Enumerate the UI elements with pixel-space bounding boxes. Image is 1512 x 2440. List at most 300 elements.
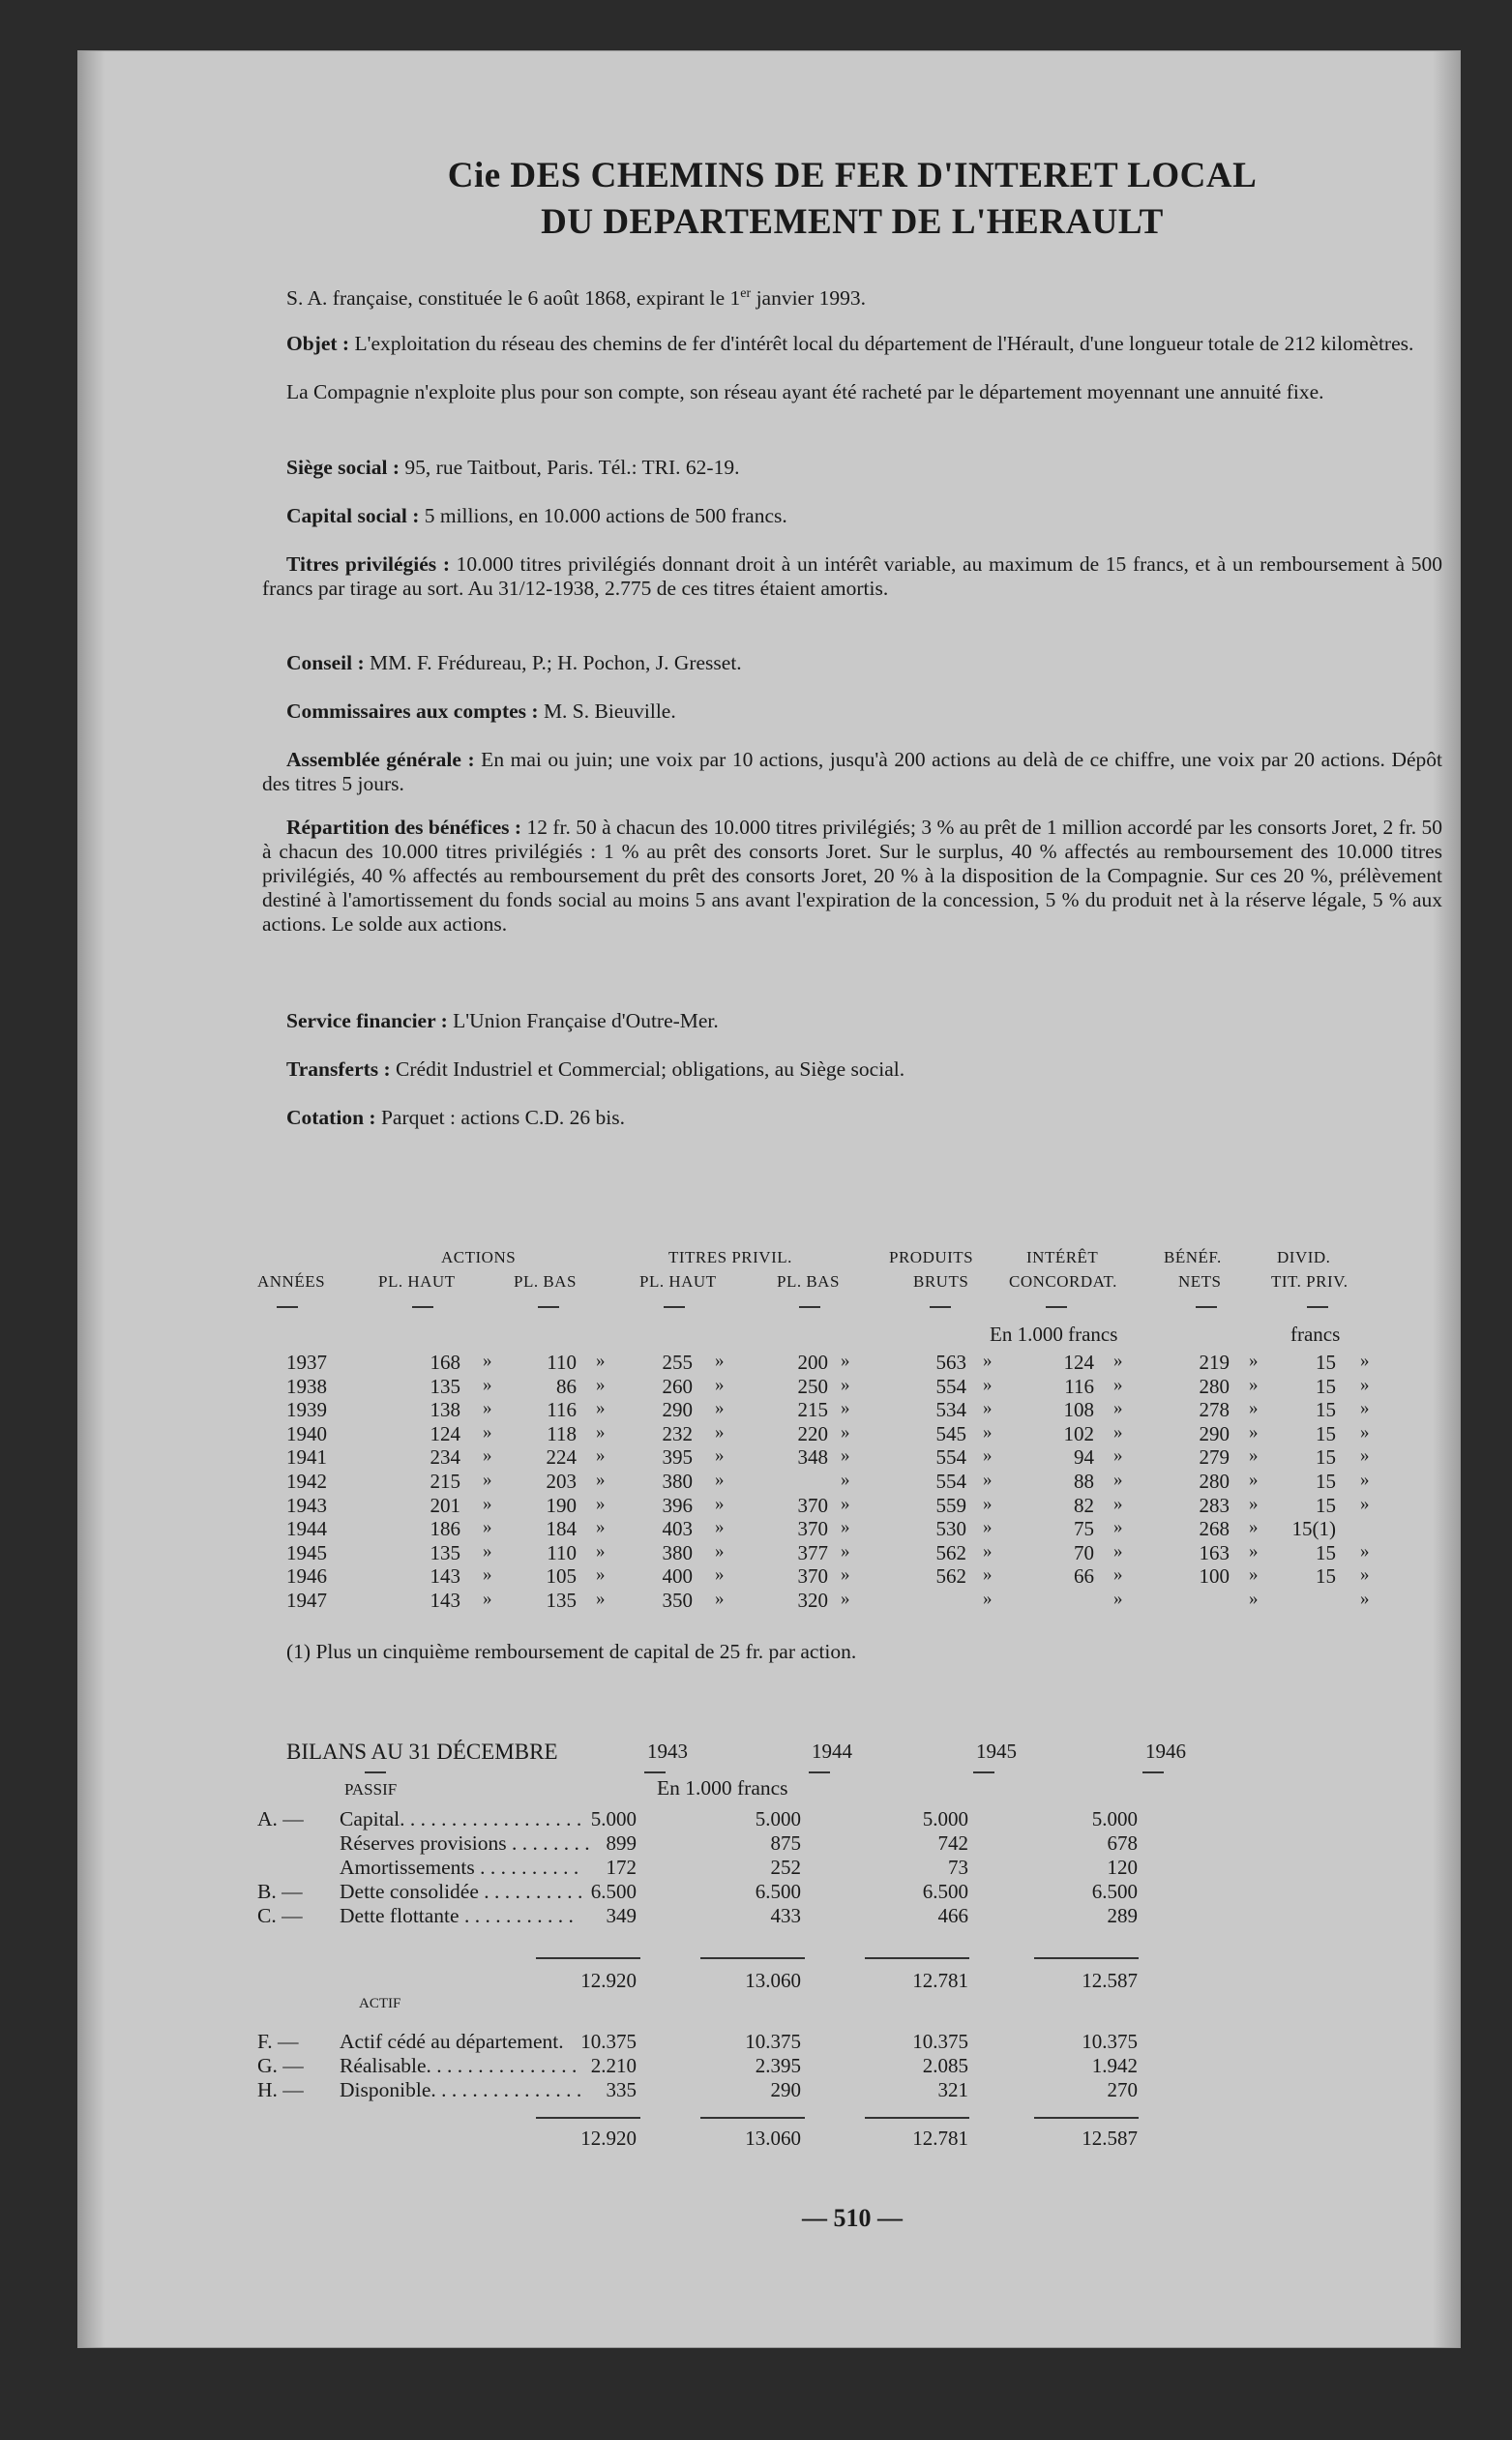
quote-mark: » [1360,1398,1370,1419]
section-label: Répartition des bénéfices : [286,816,522,839]
year-cell: 1941 [286,1445,327,1470]
quote-mark: » [1113,1493,1123,1514]
quote-mark: » [1249,1445,1259,1467]
quote-mark: » [596,1517,606,1538]
quote-mark: » [1113,1470,1123,1490]
value-cell: 15 [1316,1540,1336,1564]
value-cell: 559 [935,1493,966,1517]
value-cell: 280 [1199,1470,1230,1493]
value-cell: 124 [430,1421,460,1445]
value-cell: 403 [662,1517,693,1541]
company-intro [262,282,1442,311]
section-text: 95, rue Taitbout, Paris. Tél.: TRI. 62-19. [400,456,740,479]
value-cell: 562 [935,1564,966,1589]
value-cell: 200 [797,1351,828,1374]
bilan-total: 12.587 [1082,1969,1138,1992]
bilan-value: 5.000 [755,1807,801,1830]
quote-mark: » [483,1398,492,1419]
year-cell: 1947 [286,1589,327,1612]
quote-mark: » [983,1374,993,1395]
bilan-prefix: A. — [257,1807,304,1830]
year-rule [973,1771,994,1773]
quote-mark: » [1249,1517,1259,1538]
year-1944: 1944 [812,1740,852,1763]
year-cell: 1937 [286,1351,327,1374]
quote-mark: » [841,1540,850,1562]
year-cell: 1938 [286,1374,327,1398]
value-cell: 15 [1316,1351,1336,1374]
value-cell: 124 [1063,1351,1094,1374]
total-rule [536,2117,640,2119]
value-cell: 380 [662,1540,693,1564]
bilan-value: 120 [1107,1856,1138,1879]
table-row [262,1589,1442,1613]
quote-mark: » [1360,1351,1370,1371]
value-cell: 168 [430,1351,460,1374]
quote-mark: » [983,1589,993,1609]
intro-text-end: janvier 1993. [751,286,867,311]
section-text: MM. F. Frédureau, P.; H. Pochon, J. Gresset. [364,651,742,674]
value-cell: 88 [1074,1470,1094,1493]
quote-mark: » [596,1398,606,1419]
quote-mark: » [715,1564,725,1586]
quote-mark: » [1113,1517,1123,1538]
bilan-total: 13.060 [745,1969,801,1992]
header-titres-haut: PL. HAUT [639,1272,717,1291]
unit-label: En 1.000 francs [990,1323,1118,1346]
bilan-label: Réalisable. . . . . . . . . . . . . . . [340,2054,578,2077]
page-binding-shadow [78,51,105,2347]
table-row [262,1351,1442,1375]
quote-mark: » [841,1374,850,1395]
value-cell: 15(1) [1291,1517,1336,1541]
value-cell: 219 [1199,1351,1230,1374]
value-cell: 186 [430,1517,460,1541]
value-cell: 530 [935,1517,966,1541]
quote-mark: » [1249,1493,1259,1514]
section-service-financier [262,1009,1442,1033]
bilan-value: 5.000 [1091,1807,1138,1830]
bilan-value: 252 [770,1856,801,1879]
bilan-value: 5.000 [590,1807,637,1830]
quote-mark: » [715,1540,725,1562]
quote-mark: » [483,1517,492,1538]
value-cell: 562 [935,1540,966,1564]
section-text: La Compagnie n'exploite plus pour son compte, son réseau ayant été racheté par le département moyennant une annuité fixe. [286,380,1324,403]
header-titres-privil: TITRES PRIVIL. [668,1248,792,1266]
value-cell: 224 [546,1445,577,1470]
value-cell: 278 [1199,1398,1230,1422]
value-cell: 116 [1064,1374,1094,1398]
value-cell: 370 [797,1493,828,1517]
value-cell: 260 [662,1374,693,1398]
bilan-total: 12.587 [1082,2127,1138,2150]
bilan-value: 10.375 [1082,2030,1138,2053]
section-commissaires [262,699,1442,724]
section-label: Capital social : [286,504,420,527]
value-cell: 86 [556,1374,577,1398]
value-cell: 108 [1063,1398,1094,1422]
table-row [262,1470,1442,1494]
quote-mark: » [1360,1589,1370,1609]
value-cell: 563 [935,1351,966,1374]
bilan-value: 5.000 [922,1807,968,1830]
bilan-prefix: G. — [257,2054,304,2077]
quote-mark: » [596,1564,606,1586]
quote-mark: » [483,1564,492,1586]
quote-mark: » [1113,1589,1123,1609]
quote-mark: » [715,1517,725,1538]
bilan-value: 6.500 [755,1880,801,1903]
value-cell: 220 [797,1421,828,1445]
unit-label-right: francs [1290,1323,1341,1346]
year-1946: 1946 [1145,1740,1186,1763]
value-cell: 290 [662,1398,693,1422]
bilan-total: 12.781 [912,2127,968,2150]
value-cell: 370 [797,1564,828,1589]
header-bruts: BRUTS [913,1272,969,1291]
quote-mark: » [1360,1493,1370,1514]
header-produits: PRODUITS [889,1248,974,1266]
section-objet [262,332,1442,356]
value-cell: 135 [546,1589,577,1612]
bilan-label: Dette consolidée . . . . . . . . . . [340,1880,583,1903]
section-text: 10.000 titres privilégiés donnant droit à un intérêt variable, au maximum de 15 francs, et à un remboursement à 500 francs par tirage au sort. Au 31/12-1938, 2.775 de ces titres étaient amortis. [262,552,1442,600]
bilan-value: 6.500 [922,1880,968,1903]
quote-mark: » [841,1398,850,1419]
bilan-prefix: B. — [257,1880,303,1903]
value-cell: 184 [546,1517,577,1541]
value-cell: 135 [430,1374,460,1398]
quote-mark: » [483,1374,492,1395]
quote-mark: » [1360,1540,1370,1562]
bilan-value: 2.210 [590,2054,637,2077]
section-repartition [262,816,1442,937]
bilan-label: Actif cédé au département. [340,2030,564,2053]
value-cell: 232 [662,1421,693,1445]
value-cell: 15 [1316,1398,1336,1422]
quote-mark: » [841,1470,850,1490]
value-cell: 66 [1074,1564,1094,1589]
value-cell: 135 [430,1540,460,1564]
bilan-value: 73 [948,1856,968,1879]
page-title [262,153,1442,246]
value-cell: 163 [1199,1540,1230,1564]
header-divid: DIVID. [1277,1248,1331,1266]
quote-mark: » [1113,1351,1123,1371]
value-cell: 15 [1316,1470,1336,1493]
header-tit-priv: TIT. PRIV. [1271,1272,1349,1291]
bilan-value: 2.395 [755,2054,801,2077]
section-label: Commissaires aux comptes : [286,699,539,723]
header-rule [1046,1306,1067,1308]
quote-mark: » [1113,1374,1123,1395]
quote-mark: » [483,1421,492,1443]
total-rule [536,1957,640,1959]
quote-mark: » [983,1398,993,1419]
quote-mark: » [715,1589,725,1609]
value-cell: 268 [1199,1517,1230,1541]
value-cell: 380 [662,1470,693,1493]
bilan-value: 466 [937,1904,968,1927]
value-cell: 396 [662,1493,693,1517]
passif-label: PASSIF [344,1780,398,1799]
quote-mark: » [1249,1351,1259,1371]
section-cotation [262,1106,1442,1130]
quote-mark: » [1360,1445,1370,1467]
footnote: (1) Plus un cinquième remboursement de capital de 25 fr. par action. [286,1640,857,1663]
quote-mark: » [715,1445,725,1467]
quote-mark: » [1249,1398,1259,1419]
quote-mark: » [1113,1445,1123,1467]
quote-mark: » [983,1517,993,1538]
quote-mark: » [983,1470,993,1490]
quote-mark: » [1249,1421,1259,1443]
section-label: Service financier : [286,1009,448,1032]
value-cell: 102 [1063,1421,1094,1445]
page-number: — 510 — [802,2204,903,2232]
bilan-value: 321 [937,2078,968,2101]
table-row [262,1445,1442,1470]
quote-mark: » [715,1351,725,1371]
quote-mark: » [715,1398,725,1419]
quote-mark: » [841,1564,850,1586]
value-cell: 370 [797,1517,828,1541]
value-cell: 215 [797,1398,828,1422]
quote-mark: » [1113,1421,1123,1443]
bilan-value: 290 [770,2078,801,2101]
quote-mark: » [841,1445,850,1467]
quote-mark: » [1113,1398,1123,1419]
section-capital [262,504,1442,528]
total-rule [865,1957,969,1959]
value-cell: 201 [430,1493,460,1517]
value-cell: 554 [935,1445,966,1470]
year-cell: 1943 [286,1493,327,1517]
bilan-value: 899 [606,1831,637,1855]
value-cell: 283 [1199,1493,1230,1517]
quote-mark: » [983,1493,993,1514]
quote-mark: » [483,1351,492,1371]
quote-mark: » [1360,1374,1370,1395]
bilan-label: Disponible. . . . . . . . . . . . . . . [340,2078,582,2101]
bilan-value: 349 [606,1904,637,1927]
quote-mark: » [1360,1470,1370,1490]
value-cell: 250 [797,1374,828,1398]
bilans-title: BILANS AU 31 DÉCEMBRE [286,1740,558,1764]
header-rule [1307,1306,1328,1308]
quote-mark: » [596,1421,606,1443]
header-concordat: CONCORDAT. [1009,1272,1117,1291]
value-cell: 110 [547,1351,577,1374]
year-cell: 1940 [286,1421,327,1445]
bilan-label: Dette flottante . . . . . . . . . . . [340,1904,574,1927]
section-text: 12 fr. 50 à chacun des 10.000 titres privilégiés; 3 % au prêt de 1 million accordé par les consorts Joret, 2 fr. 50 à chacun des 10.000 titres privilégiés : 1 % au prêt des consorts Joret. Sur le surplus, 40 % affectés au remboursement des 10.000 titres privilégiés, 40 % affectés au remboursement du prêt des consorts Joret, 20 % à la disposition de la Compagnie. Sur ces 20 %, prélèvement destiné à l'amortissement du fonds social au moins 5 ans avant l'expiration de la concession, 5 % du produit net à la réserve légale, 5 % aux actions. Le solde aux actions. [262,816,1442,936]
quote-mark: » [715,1493,725,1514]
value-cell: 203 [546,1470,577,1493]
section-assemblee [262,748,1442,796]
bilan-value: 335 [606,2078,637,2101]
value-cell: 234 [430,1445,460,1470]
value-cell: 545 [935,1421,966,1445]
quote-mark: » [1249,1589,1259,1609]
value-cell: 320 [797,1589,828,1612]
bilan-value: 270 [1107,2078,1138,2101]
quote-mark: » [983,1540,993,1562]
bilan-value: 875 [770,1831,801,1855]
header-actions-haut: PL. HAUT [378,1272,456,1291]
bilan-prefix: H. — [257,2078,304,2101]
value-cell: 15 [1316,1493,1336,1517]
year-1943: 1943 [647,1740,688,1763]
year-cell: 1945 [286,1540,327,1564]
quote-mark: » [715,1470,725,1490]
section-conseil [262,651,1442,675]
value-cell: 290 [1199,1421,1230,1445]
section-titres [262,552,1442,601]
value-cell: 70 [1074,1540,1094,1564]
quote-mark: » [596,1470,606,1490]
value-cell: 100 [1199,1564,1230,1589]
bilan-value: 10.375 [580,2030,637,2053]
header-rule [930,1306,951,1308]
bilans-unit: En 1.000 francs [657,1776,788,1800]
header-actions: ACTIONS [441,1248,517,1266]
bilan-label: Capital. . . . . . . . . . . . . . . . . . [340,1807,582,1830]
bilan-value: 678 [1107,1831,1138,1855]
quote-mark: » [983,1421,993,1443]
value-cell: 82 [1074,1493,1094,1517]
quote-mark: » [596,1374,606,1395]
header-rule [799,1306,820,1308]
bilan-value: 742 [937,1831,968,1855]
value-cell: 215 [430,1470,460,1493]
section-label: Objet : [286,332,350,355]
quote-mark: » [1249,1374,1259,1395]
document-page [77,50,1461,2348]
year-rule [1142,1771,1164,1773]
total-rule [700,1957,805,1959]
quote-mark: » [841,1351,850,1371]
bilan-label: Réserves provisions . . . . . . . . [340,1831,590,1855]
year-cell: 1942 [286,1470,327,1493]
bilan-total: 12.920 [580,1969,637,1992]
value-cell: 110 [547,1540,577,1564]
quote-mark: » [983,1351,993,1371]
value-cell: 377 [797,1540,828,1564]
header-rule [412,1306,433,1308]
header-rule [1196,1306,1217,1308]
value-cell: 143 [430,1589,460,1612]
header-rule [277,1306,298,1308]
section-text: Crédit Industriel et Commercial; obligations, au Siège social. [390,1057,905,1081]
header-interet: INTÉRÊT [1026,1248,1099,1266]
quote-mark: » [596,1540,606,1562]
intro-superscript: er [740,286,752,301]
table-row [262,1517,1442,1541]
value-cell: 143 [430,1564,460,1589]
section-text: 5 millions, en 10.000 actions de 500 francs. [419,504,787,527]
bilan-label: Amortissements . . . . . . . . . . [340,1856,579,1879]
value-cell: 15 [1316,1564,1336,1589]
intro-text: S. A. française, constituée le 6 août 1868, expirant le 1 [286,286,741,311]
bilan-value: 10.375 [745,2030,801,2053]
bilan-total: 12.781 [912,1969,968,1992]
quote-mark: » [483,1445,492,1467]
table-row [262,1398,1442,1422]
quote-mark: » [1113,1564,1123,1586]
year-rule [644,1771,666,1773]
quote-mark: » [483,1540,492,1562]
quote-mark: » [841,1589,850,1609]
value-cell: 554 [935,1374,966,1398]
bilan-value: 1.942 [1091,2054,1138,2077]
value-cell: 105 [546,1564,577,1589]
header-actions-bas: PL. BAS [514,1272,577,1291]
bilan-prefix: C. — [257,1904,303,1927]
quote-mark: » [715,1374,725,1395]
actif-label: ACTIF [359,1996,401,2011]
year-cell: 1946 [286,1564,327,1589]
table-row [262,1564,1442,1589]
section-label: Transferts : [286,1057,391,1081]
value-cell: 138 [430,1398,460,1422]
section-text: L'Union Française d'Outre-Mer. [447,1009,719,1032]
header-nets: NETS [1178,1272,1222,1291]
bilan-value: 10.375 [912,2030,968,2053]
total-rule [1034,1957,1139,1959]
bilan-value: 433 [770,1904,801,1927]
quote-mark: » [1249,1564,1259,1586]
table-row [262,1541,1442,1565]
section-label: Titres privilégiés : [286,552,450,576]
quote-mark: » [1249,1540,1259,1562]
year-cell: 1944 [286,1517,327,1541]
value-cell: 116 [547,1398,577,1422]
header-annees: ANNÉES [257,1272,326,1291]
value-cell: 75 [1074,1517,1094,1541]
quote-mark: » [483,1589,492,1609]
bilan-value: 6.500 [590,1880,637,1903]
quote-mark: » [841,1517,850,1538]
bilan-value: 172 [606,1856,637,1879]
section-label: Siège social : [286,456,400,479]
bilan-total: 12.920 [580,2127,637,2150]
year-rule [809,1771,830,1773]
value-cell: 350 [662,1589,693,1612]
header-titres-bas: PL. BAS [777,1272,840,1291]
quote-mark: » [841,1493,850,1514]
bilan-value: 6.500 [1091,1880,1138,1903]
bilan-total: 13.060 [745,2127,801,2150]
value-cell: 279 [1199,1445,1230,1470]
quote-mark: » [483,1470,492,1490]
bilan-value: 2.085 [922,2054,968,2077]
total-rule [1034,2117,1139,2119]
total-rule [700,2117,805,2119]
section-transferts [262,1057,1442,1082]
quote-mark: » [1249,1470,1259,1490]
quote-mark: » [596,1493,606,1514]
quote-mark: » [596,1589,606,1609]
section-label: Conseil : [286,651,365,674]
section-text: L'exploitation du réseau des chemins de fer d'intérêt local du département de l'Hérault, d'une longueur totale de 212 kilomètres. [349,332,1414,355]
value-cell: 94 [1074,1445,1094,1470]
quote-mark: » [483,1493,492,1514]
bilan-prefix: F. — [257,2030,299,2053]
section-text: En mai ou juin; une voix par 10 actions, jusqu'à 200 actions au delà de ce chiffre, une voix par 20 actions. Dépôt des titres 5 jours. [262,748,1443,795]
table-row [262,1494,1442,1518]
